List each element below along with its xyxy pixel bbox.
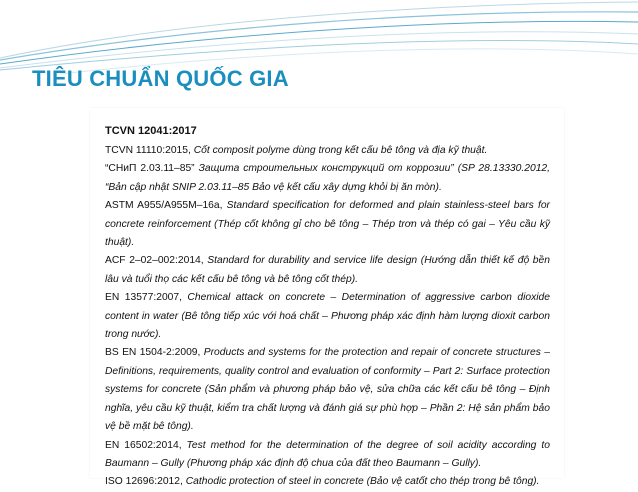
document-heading: TCVN 12041:2017 <box>105 125 197 137</box>
standard-entry <box>105 344 550 436</box>
standard-code: EN 13577:2007, <box>105 292 182 304</box>
document-body <box>90 108 564 492</box>
standard-description: Cốt composit polyme dùng trong kết cấu bê tông và địa kỹ thuật. <box>190 145 488 156</box>
standard-entry <box>105 437 550 474</box>
standard-code: ASTM A955/A955M–16a, <box>105 200 223 212</box>
standard-code: ISO 12696:2012, <box>105 476 183 488</box>
standard-code: BS EN 1504-2:2009, <box>105 347 201 359</box>
standard-description: Products and systems for the protection and repair of concrete structures – Definitions, requirements, quality control and evaluation of conformity – Part 2: Surface protection systems for concrete (Sản phẩm và phương pháp bảo vệ, sửa chữa các kết cấu bê tông – Định nghĩa, yêu cầu kỹ thuật, kiểm tra chất lượng và đánh giá sự phù hợp – Phần 2: Hệ sản phẩm bảo vệ bề mặt bê tông). <box>105 347 550 433</box>
standard-description: Cathodic protection of steel in concrete (Bảo vệ catốt cho thép trong bê tông). <box>182 476 540 488</box>
standard-entry <box>105 197 550 252</box>
standard-description: Chemical attack on concrete – Determination of aggressive carbon dioxide content in water (Bê tông tiếp xúc với hoá chất – Phương pháp xác định hàm lượng dioxit carbon trong nước). <box>105 292 550 341</box>
standard-description: Standard for durability and service life design (Hướng dẫn thiết kế độ bền lâu và tuổi thọ các kết cấu bê tông và bê tông cốt thép). <box>105 255 550 285</box>
standard-entry <box>105 252 550 289</box>
standard-description: Защита строительных конструкций от коррозии” (SP 28.13330.2012, “Bản cập nhật SNIP 2.03.11–85 Bảo vệ kết cấu xây dựng khỏi bị ăn mòn). <box>105 163 551 193</box>
standard-code: EN 16502:2014, <box>105 439 182 451</box>
slide-title: TIÊU CHUẨN QUỐC GIA <box>32 66 289 91</box>
standard-description: Standard specification for deformed and plain stainless-steel bars for concrete reinforcement (Thép cốt không gỉ cho bê tông – Thép trơn và thép có gai – Yêu cầu kỹ thuật). <box>105 200 550 249</box>
standard-code: ACF 2–02–002:2014, <box>105 255 204 267</box>
document-image <box>90 108 564 488</box>
standard-description: Test method for the determination of the degree of soil acidity according to Baumann – Gully (Phương pháp xác định độ chua của đất theo Baumann – Gully). <box>105 439 550 469</box>
standard-entry <box>105 473 550 491</box>
standard-entry <box>105 160 550 197</box>
standard-code: TCVN 11110:2015, <box>105 145 191 156</box>
standard-code: “СНиП 2.03.11–85” <box>105 163 195 175</box>
standard-entry <box>105 289 550 344</box>
standard-entry <box>105 142 550 160</box>
